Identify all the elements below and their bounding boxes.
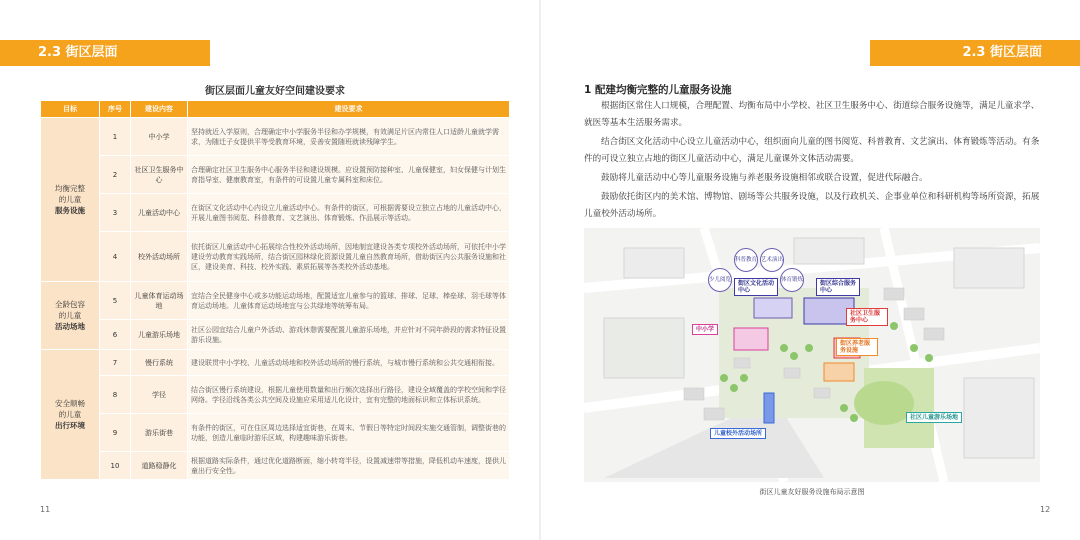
row-requirement: 社区公园宜结合儿童户外活动、游戏休憩需要配置儿童游乐场地，并应针对不同年龄段的需求特征设置游乐设施。 — [188, 320, 510, 350]
book-spine — [539, 0, 541, 540]
row-requirement: 宜结合全民健身中心或多功能运动场地，配置适宜儿童参与的篮球、排球、足球、棒垒球、羽毛球等体育运动场地。儿童体育运动场地宜与公共绿地等统筹布局。 — [188, 282, 510, 320]
col-content: 建设内容 — [131, 101, 188, 118]
col-goal: 目标 — [41, 101, 100, 118]
row-requirement: 结合街区慢行系统建设，根据儿童使用数量和出行频次选择出行路径，建设全域覆盖的学校空间和学径网络。学径沿线各类公共空间及设施应采用适儿化设计，宜有完整的地面标识和立体标识系统。 — [188, 376, 510, 414]
row-content: 儿童体育运动场地 — [131, 282, 188, 320]
facility-layout-map — [584, 228, 1040, 482]
section-title: 1 配建均衡完整的儿童服务设施 — [584, 84, 732, 96]
label-culture-center: 街区文化活动中心 — [734, 278, 778, 296]
row-number: 3 — [100, 194, 131, 232]
label-service-center: 街区综合服务中心 — [816, 278, 860, 296]
page-number-right: 12 — [1040, 505, 1051, 514]
table-row — [41, 350, 510, 376]
paragraph: 结合街区文化活动中心设立儿童活动中心，组织面向儿童的图书阅览、科普教育、文艺演出、体育锻炼等活动。有条件的可设立独立占地的街区儿童活动中心，满足儿童课外文体活动需要。 — [584, 137, 1040, 164]
label-health-center: 社区卫生服务中心 — [846, 308, 888, 326]
row-number: 1 — [100, 118, 131, 156]
row-number: 9 — [100, 414, 131, 452]
table-title: 街区层面儿童友好空间建设要求 — [205, 86, 345, 97]
category-line: 安全顺畅 — [55, 399, 85, 408]
row-content: 中小学 — [131, 118, 188, 156]
row-content: 学径 — [131, 376, 188, 414]
row-content: 儿童活动中心 — [131, 194, 188, 232]
bubble-sports: 体育锻炼 — [780, 268, 804, 292]
row-content: 慢行系统 — [131, 350, 188, 376]
table-row — [41, 452, 510, 480]
category-activity — [41, 282, 100, 350]
page-number-left: 11 — [40, 505, 51, 514]
paragraph: 鼓励将儿童活动中心等儿童服务设施与养老服务设施相邻或联合设置，促进代际融合。 — [601, 173, 928, 183]
map-illustration — [584, 228, 1040, 482]
table-header-row — [41, 101, 510, 118]
category-bold: 出行环境 — [55, 421, 85, 430]
row-number: 5 — [100, 282, 131, 320]
col-no: 序号 — [100, 101, 131, 118]
requirements-table — [40, 100, 510, 480]
row-number: 4 — [100, 232, 131, 282]
row-requirement: 合理确定社区卫生服务中心服务半径和建设规模。应设置预防接种室、儿童保健室，妇女保健与计划生育指导室、健康教育室，有条件的可设置儿童专属科室和床位。 — [188, 156, 510, 194]
table-row — [41, 156, 510, 194]
row-content: 游乐街巷 — [131, 414, 188, 452]
table-row — [41, 320, 510, 350]
row-requirement: 根据道路实际条件，通过优化道路断面，缩小转弯半径，设置减速带等措施，降低机动车速度，提供儿童出行安全性。 — [188, 452, 510, 480]
category-line: 的儿童 — [58, 410, 82, 419]
category-travel — [41, 350, 100, 480]
category-bold: 服务设施 — [55, 206, 85, 215]
label-elderly-facility: 街区养老服务设施 — [836, 338, 878, 356]
paragraph: 鼓励依托街区内的美术馆、博物馆、剧场等公共服务设施，以及行政机关、企事业单位和科研机构等场所资源，拓展儿童校外活动场所。 — [584, 192, 1040, 219]
section-header-right: 2.3 街区层面 — [870, 40, 1080, 66]
table-row — [41, 282, 510, 320]
bubble-science: 科普教育 — [734, 248, 758, 272]
bubble-reading: 少儿阅览 — [708, 268, 732, 292]
label-playground: 社区儿童游乐场地 — [906, 412, 962, 423]
table-row — [41, 232, 510, 282]
table-row — [41, 376, 510, 414]
category-bold: 活动场地 — [55, 322, 85, 331]
label-outdoor-venue: 儿童校外活动场所 — [710, 428, 766, 439]
label-school: 中小学 — [692, 324, 718, 335]
row-number: 8 — [100, 376, 131, 414]
row-content: 校外活动场所 — [131, 232, 188, 282]
table-row — [41, 194, 510, 232]
category-line: 的儿童 — [58, 311, 82, 320]
table-row — [41, 118, 510, 156]
map-caption: 街区儿童友好服务设施布局示意图 — [759, 488, 865, 496]
row-requirement: 依托街区儿童活动中心拓展综合性校外活动场所，因地制宜建设各类专项校外活动场所，可依托中小学建设劳动教育实践场所，结合街区园林绿化资源设置儿童自然教育场所，借助街区内公共服务设施和社区，建设美育、科技、校外实践、素质拓展等各类校外活动基地。 — [188, 232, 510, 282]
row-number: 2 — [100, 156, 131, 194]
row-number: 6 — [100, 320, 131, 350]
row-requirement: 坚持就近入学原则，合理确定中小学服务半径和办学规模，有效满足片区内常住人口适龄儿童就学需求，为随迁子女提供平等受教育环境，妥善安置随班就读残障学生。 — [188, 118, 510, 156]
category-line: 均衡完整 — [55, 184, 85, 193]
row-requirement: 在街区文化活动中心内设立儿童活动中心。有条件的街区，可根据需要设立独立占地的儿童活动中心，开展儿童图书阅览、科普教育、文艺演出、体育锻炼、作品展示等活动。 — [188, 194, 510, 232]
category-line: 的儿童 — [58, 195, 82, 204]
paragraph: 根据街区常住人口规模，合理配置、均衡布局中小学校、社区卫生服务中心、街道综合服务设施等，满足儿童求学、就医等基本生活服务需求。 — [584, 101, 1040, 128]
row-content: 社区卫生服务中心 — [131, 156, 188, 194]
table-row — [41, 414, 510, 452]
category-services — [41, 118, 100, 282]
section-header-left: 2.3 街区层面 — [0, 40, 210, 66]
col-requirement: 建设要求 — [188, 101, 510, 118]
row-requirement: 有条件的街区，可在住区周边选择适宜街巷，在周末、节假日等特定时间段实施交通管制，调整街巷的功能，创造儿童临时游乐区域，构建趣味游乐街巷。 — [188, 414, 510, 452]
row-content: 道路稳静化 — [131, 452, 188, 480]
category-line: 全龄包容 — [55, 300, 85, 309]
row-number: 10 — [100, 452, 131, 480]
row-requirement: 建设联贯中小学校、儿童活动场地和校外活动场所的慢行系统，与城市慢行系统和公共交通相衔接。 — [188, 350, 510, 376]
row-number: 7 — [100, 350, 131, 376]
bubble-arts: 艺术演出 — [760, 248, 784, 272]
row-content: 儿童游乐场地 — [131, 320, 188, 350]
